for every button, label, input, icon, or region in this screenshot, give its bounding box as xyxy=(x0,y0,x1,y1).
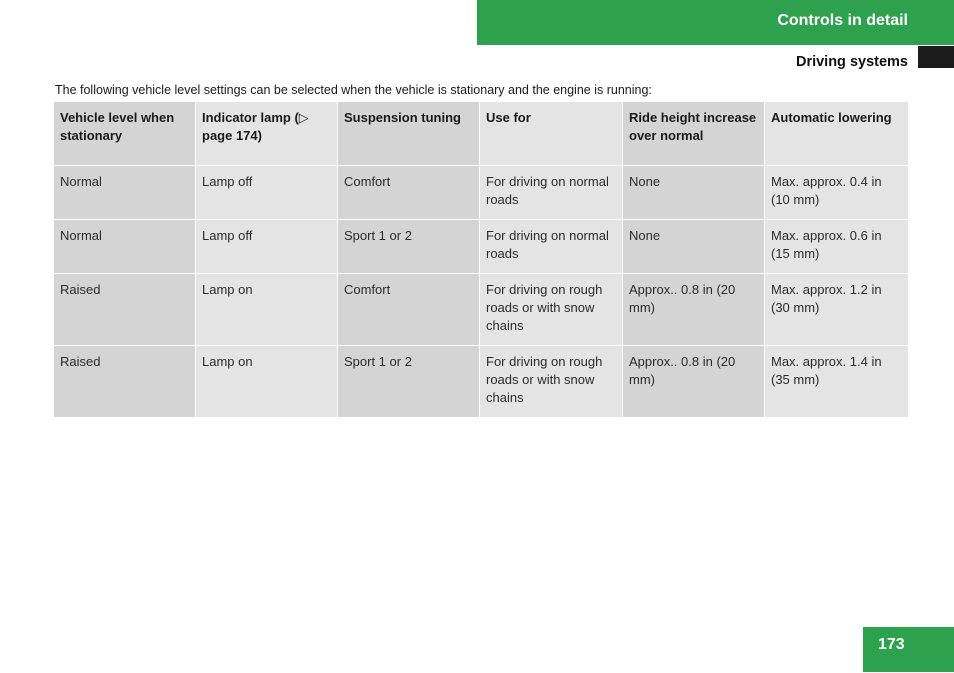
table-cell: Lamp off xyxy=(196,220,338,274)
table-cell: None xyxy=(623,220,765,274)
header-indicator-lamp: Indicator lamp (▷ page 174) xyxy=(196,102,338,166)
table-cell: Lamp on xyxy=(196,346,338,418)
header-ride-height: Ride height increase over normal xyxy=(623,102,765,166)
chapter-tab-marker xyxy=(918,46,954,68)
section-title: Controls in detail xyxy=(777,12,908,29)
table-cell: Approx.. 0.8 in (20 mm) xyxy=(623,346,765,418)
header-automatic-lowering: Automatic lowering xyxy=(765,102,909,166)
page-number-box xyxy=(863,627,954,672)
table-cell: Normal xyxy=(54,220,196,274)
vehicle-level-table xyxy=(54,102,909,418)
table-cell: Raised xyxy=(54,346,196,418)
header-use-for: Use for xyxy=(480,102,623,166)
table-row xyxy=(54,166,909,220)
table-cell: Lamp on xyxy=(196,274,338,346)
table-cell: Raised xyxy=(54,274,196,346)
table-cell: Max. approx. 1.4 in (35 mm) xyxy=(765,346,909,418)
table-cell: For driving on rough roads or with snow chains xyxy=(480,274,623,346)
table-row xyxy=(54,220,909,274)
header-suspension-tuning: Suspension tuning xyxy=(338,102,480,166)
table-cell: Max. approx. 0.4 in (10 mm) xyxy=(765,166,909,220)
table-cell: For driving on normal roads xyxy=(480,166,623,220)
table-cell: Max. approx. 0.6 in (15 mm) xyxy=(765,220,909,274)
intro-paragraph: The following vehicle level settings can be selected when the vehicle is stationary and the engine is running: xyxy=(55,83,652,97)
table-header-row xyxy=(54,102,909,166)
table-row xyxy=(54,274,909,346)
subsection-title: Driving systems xyxy=(795,54,908,70)
table-cell: Normal xyxy=(54,166,196,220)
section-header-bar xyxy=(477,0,954,45)
table-cell: None xyxy=(623,166,765,220)
table-cell: For driving on rough roads or with snow chains xyxy=(480,346,623,418)
table-cell: Lamp off xyxy=(196,166,338,220)
table-cell: Approx.. 0.8 in (20 mm) xyxy=(623,274,765,346)
page-number: 173 xyxy=(878,636,905,653)
table-cell: Max. approx. 1.2 in (30 mm) xyxy=(765,274,909,346)
table-cell: Comfort xyxy=(338,274,480,346)
table-cell: Sport 1 or 2 xyxy=(338,220,480,274)
table-cell: Sport 1 or 2 xyxy=(338,346,480,418)
table-cell: For driving on normal roads xyxy=(480,220,623,274)
table-row xyxy=(54,346,909,418)
header-vehicle-level: Vehicle level when stationary xyxy=(54,102,196,166)
table-cell: Comfort xyxy=(338,166,480,220)
